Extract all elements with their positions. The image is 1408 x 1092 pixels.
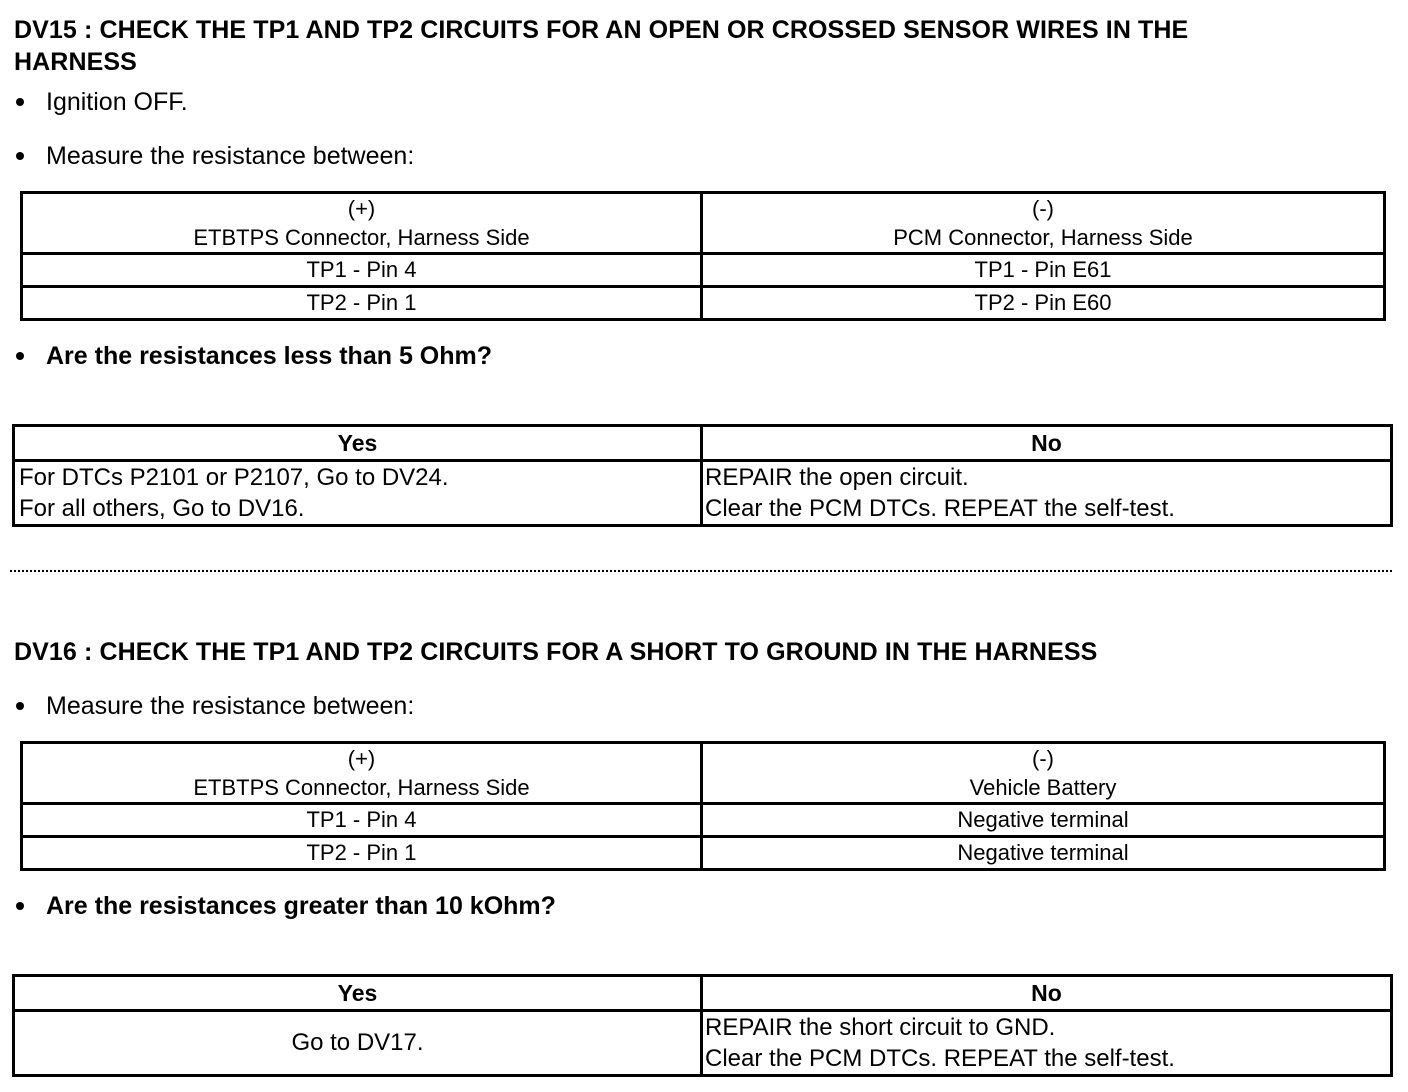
no-line: Clear the PCM DTCs. REPEAT the self-test. <box>705 1045 1175 1072</box>
bullet-dot <box>16 352 24 360</box>
table-cell: TP1 - Pin 4 <box>22 254 702 287</box>
no-cell <box>702 461 1392 526</box>
dv16-measure-table <box>20 741 1386 871</box>
section-divider <box>10 570 1392 572</box>
table-header-row <box>22 743 1385 804</box>
dv15-step-ignition <box>10 87 188 117</box>
dv16-title-text: DV16 : CHECK THE TP1 AND TP2 CIRCUITS FOR A SHORT TO GROUND IN THE HARNESS <box>14 638 1098 666</box>
bullet-dot <box>16 98 24 106</box>
yes-cell <box>14 461 702 526</box>
dv15-step-ignition-text: Ignition OFF. <box>46 88 188 116</box>
table-row <box>22 287 1385 320</box>
minus-header: PCM Connector, Harness Side <box>893 225 1193 250</box>
dv16-question <box>10 891 556 921</box>
yes-header: Yes <box>14 976 702 1011</box>
minus-sign: (-) <box>1032 196 1054 221</box>
dv16-result-table <box>12 974 1393 1077</box>
no-line: Clear the PCM DTCs. REPEAT the self-test. <box>705 495 1175 522</box>
plus-sign: (+) <box>347 196 376 221</box>
dv15-measure-table <box>20 191 1386 321</box>
table-row <box>22 804 1385 837</box>
table-row <box>22 837 1385 870</box>
minus-sign: (-) <box>1032 746 1054 771</box>
table-cell: Negative terminal <box>702 804 1385 837</box>
plus-header-cell <box>22 193 702 254</box>
table-header-row <box>14 426 1392 461</box>
dv15-question <box>10 341 492 371</box>
dv16-step-measure-text: Measure the resistance between: <box>46 692 415 720</box>
no-line: REPAIR the open circuit. <box>705 464 969 491</box>
minus-header-cell <box>702 193 1385 254</box>
yes-line: For all others, Go to DV16. <box>19 495 305 522</box>
no-header: No <box>702 976 1392 1011</box>
table-cell: TP1 - Pin E61 <box>702 254 1385 287</box>
plus-header: ETBTPS Connector, Harness Side <box>193 775 530 800</box>
table-cell: TP1 - Pin 4 <box>22 804 702 837</box>
no-line: REPAIR the short circuit to GND. <box>705 1014 1056 1041</box>
yes-cell: Go to DV17. <box>14 1011 702 1076</box>
yes-header: Yes <box>14 426 702 461</box>
table-header-row <box>22 193 1385 254</box>
dv16-question-text: Are the resistances greater than 10 kOhm? <box>46 892 556 920</box>
bullet-dot <box>16 702 24 710</box>
plus-header-cell <box>22 743 702 804</box>
bullet-dot <box>16 152 24 160</box>
table-header-row <box>14 976 1392 1011</box>
table-cell: TP2 - Pin 1 <box>22 287 702 320</box>
plus-sign: (+) <box>347 746 376 771</box>
no-header: No <box>702 426 1392 461</box>
table-row <box>22 254 1385 287</box>
dv15-question-text: Are the resistances less than 5 Ohm? <box>46 342 493 370</box>
table-cell: TP2 - Pin E60 <box>702 287 1385 320</box>
plus-header: ETBTPS Connector, Harness Side <box>193 225 530 250</box>
minus-header: Vehicle Battery <box>969 775 1117 800</box>
table-cell: Negative terminal <box>702 837 1385 870</box>
dv15-title-line1: DV15 : CHECK THE TP1 AND TP2 CIRCUITS FOR AN OPEN OR CROSSED SENSOR WIRES IN THE <box>14 16 1189 44</box>
dv15-title <box>14 14 1188 78</box>
dv16-title <box>14 636 1097 668</box>
minus-header-cell <box>702 743 1385 804</box>
bullet-dot <box>16 902 24 910</box>
table-row <box>14 1011 1392 1076</box>
dv15-step-measure-text: Measure the resistance between: <box>46 142 415 170</box>
table-row <box>14 461 1392 526</box>
dv15-result-table <box>12 424 1393 527</box>
yes-line: For DTCs P2101 or P2107, Go to DV24. <box>19 464 449 491</box>
no-cell <box>702 1011 1392 1076</box>
dv16-step-measure <box>10 691 414 721</box>
dv15-title-line2: HARNESS <box>14 48 137 76</box>
table-cell: TP2 - Pin 1 <box>22 837 702 870</box>
dv15-step-measure <box>10 141 414 171</box>
